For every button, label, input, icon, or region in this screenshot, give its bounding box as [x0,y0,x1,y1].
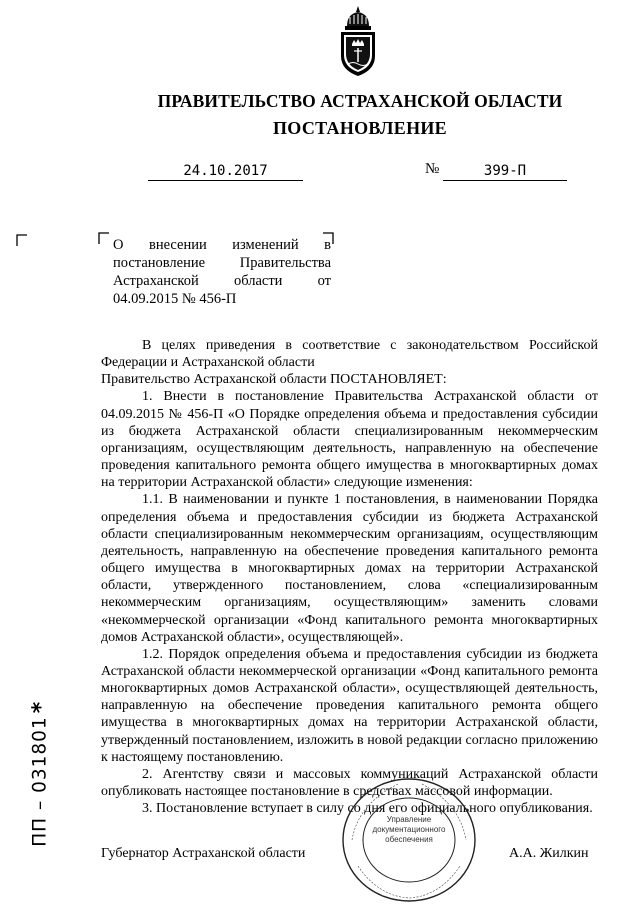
serial-number: ПП – 031801 [29,716,51,847]
paragraph-2: 2. Агентству связи и массовых коммуникаций Астраханской области опубликовать настоящее постановление в средствах массовой информации. [101,766,598,800]
signatory-name: А.А. Жилкин [509,846,589,861]
document-subject: О внесении изменений в постановление Правительства Астраханской области от 04.09.2015 № 456-П [113,237,331,307]
document-date: 24.10.2017 [148,162,303,181]
document-body [101,337,598,817]
asterisk-mark: * [28,701,54,714]
paragraph-1-1: 1.1. В наименовании и пункте 1 постановления, в наименовании Порядка определения объема и предоставления субсидии из бюджета Астраханской области специализированным некоммерческим организациям, осуществляющим деятельность, направленную на обеспечение проведения капитального ремонта общего имущества в многоквартирных домах на территории Астраханской области, утвержденного постановлением, слова «специализированным некоммерческим организациям, осуществляющим» заменить словами «некоммерческой организации «Фонд капитального ремонта многоквартирных домов Астраханской области», осуществляющей». [101,492,598,645]
coat-of-arms-emblem [333,4,383,78]
number-label: № [425,161,440,177]
organization-title: ПРАВИТЕЛЬСТВО АСТРАХАНСКОЙ ОБЛАСТИ [157,91,563,111]
paragraph-3: 3. Постановление вступает в силу со дня его официального опубликования. [142,801,593,817]
corner-mark-subject-left [98,232,110,244]
document-number: 399-П [443,162,567,181]
signatory-role: Губернатор Астраханской области [101,846,306,861]
corner-mark-left [16,234,28,246]
document-type-title: ПОСТАНОВЛЕНИЕ [273,118,447,138]
intro-paragraph: В целях приведения в соответствие с законодательством Российской Федерации и Астраханской области [101,338,598,371]
paragraph-1: 1. Внести в постановление Правительства Астраханской области от 04.09.2015 № 456-П «О Порядке определения объема и предоставления субсидии из бюджета Астраханской области специализированным некоммерческим организациям, осуществляющим деятельность, направленную на обеспечение проведения капитального ремонта общего имущества в многоквартирных домах на территории Астраханской области» следующие изменения: [101,389,598,491]
paragraph-1-2: 1.2. Порядок определения объема и предоставления субсидии из бюджета Астраханской области некоммерческой организации «Фонд капитального ремонта многоквартирных домов Астраханской области», осуществляющей деятельность, направленную на обеспечение проведения капитального ремонта общего имущества в многоквартирных домах на территории Астраханской области, утвержденный постановлением, изложить в новой редакции согласно приложению к настоящему постановлению. [101,646,598,765]
stamp-text: Управление документационного обеспечения [372,815,446,844]
resolves-line: Правительство Астраханской области ПОСТАНОВЛЯЕТ: [101,372,447,388]
